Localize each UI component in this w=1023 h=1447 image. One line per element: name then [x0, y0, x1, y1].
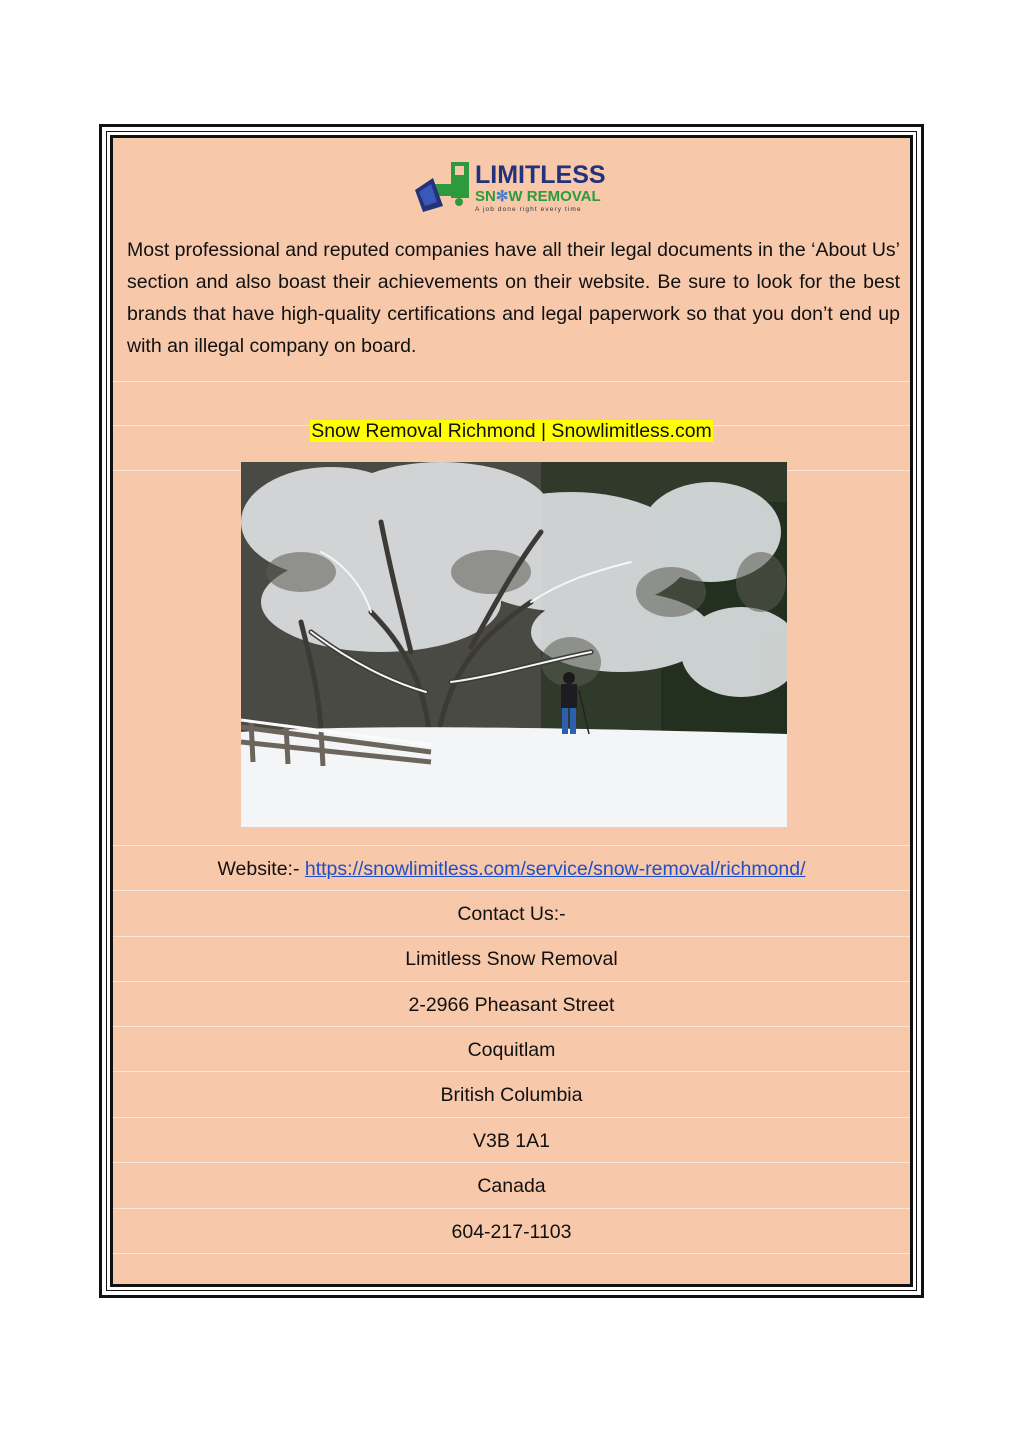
table-line: [113, 1071, 910, 1072]
table-line: [113, 981, 910, 982]
website-link[interactable]: https://snowlimitless.com/service/snow-removal/richmond/: [304, 858, 806, 880]
table-line: [113, 1117, 910, 1118]
highlighted-title: Snow Removal Richmond | Snowlimitless.com: [311, 420, 712, 442]
table-line: [113, 845, 910, 846]
logo-brand-line2: SN✻W REMOVAL: [475, 188, 601, 205]
company-logo: [413, 154, 613, 216]
highlighted-title-row: [113, 418, 910, 444]
table-line: [113, 936, 910, 937]
table-line: [113, 381, 910, 382]
snowy-trees-photo: [241, 462, 787, 827]
table-line: [113, 1208, 910, 1209]
page-frame-inner: [110, 135, 913, 1287]
contact-phone: 604-217-1103: [451, 1221, 572, 1243]
contact-postal: V3B 1A1: [473, 1130, 550, 1152]
website-row: [113, 856, 910, 882]
page-frame-middle: [106, 131, 917, 1291]
logo-tagline: A job done right every time: [475, 206, 582, 213]
contact-city: Coquitlam: [467, 1039, 556, 1061]
contact-province: British Columbia: [440, 1084, 583, 1106]
table-line: [113, 890, 910, 891]
page-frame-outer: [99, 124, 924, 1298]
contact-street: 2-2966 Pheasant Street: [408, 994, 615, 1016]
logo-brand-line1: LIMITLESS: [475, 161, 606, 189]
body-paragraph: Most professional and reputed companies have all their legal documents in the ‘About Us’ section and also boast their achievements on their website. Be sure to look for the best brands that have high-quality certifications and legal paperwork so that you don’t end up with an illegal company on board.: [127, 239, 900, 357]
table-line: [113, 1253, 910, 1254]
page-content: [113, 138, 910, 1284]
contact-country: Canada: [477, 1175, 546, 1197]
contact-company: Limitless Snow Removal: [405, 948, 618, 970]
contact-heading: Contact Us:-: [457, 903, 566, 925]
website-label: Website:-: [217, 858, 305, 880]
table-line: [113, 1026, 910, 1027]
table-line: [113, 1162, 910, 1163]
